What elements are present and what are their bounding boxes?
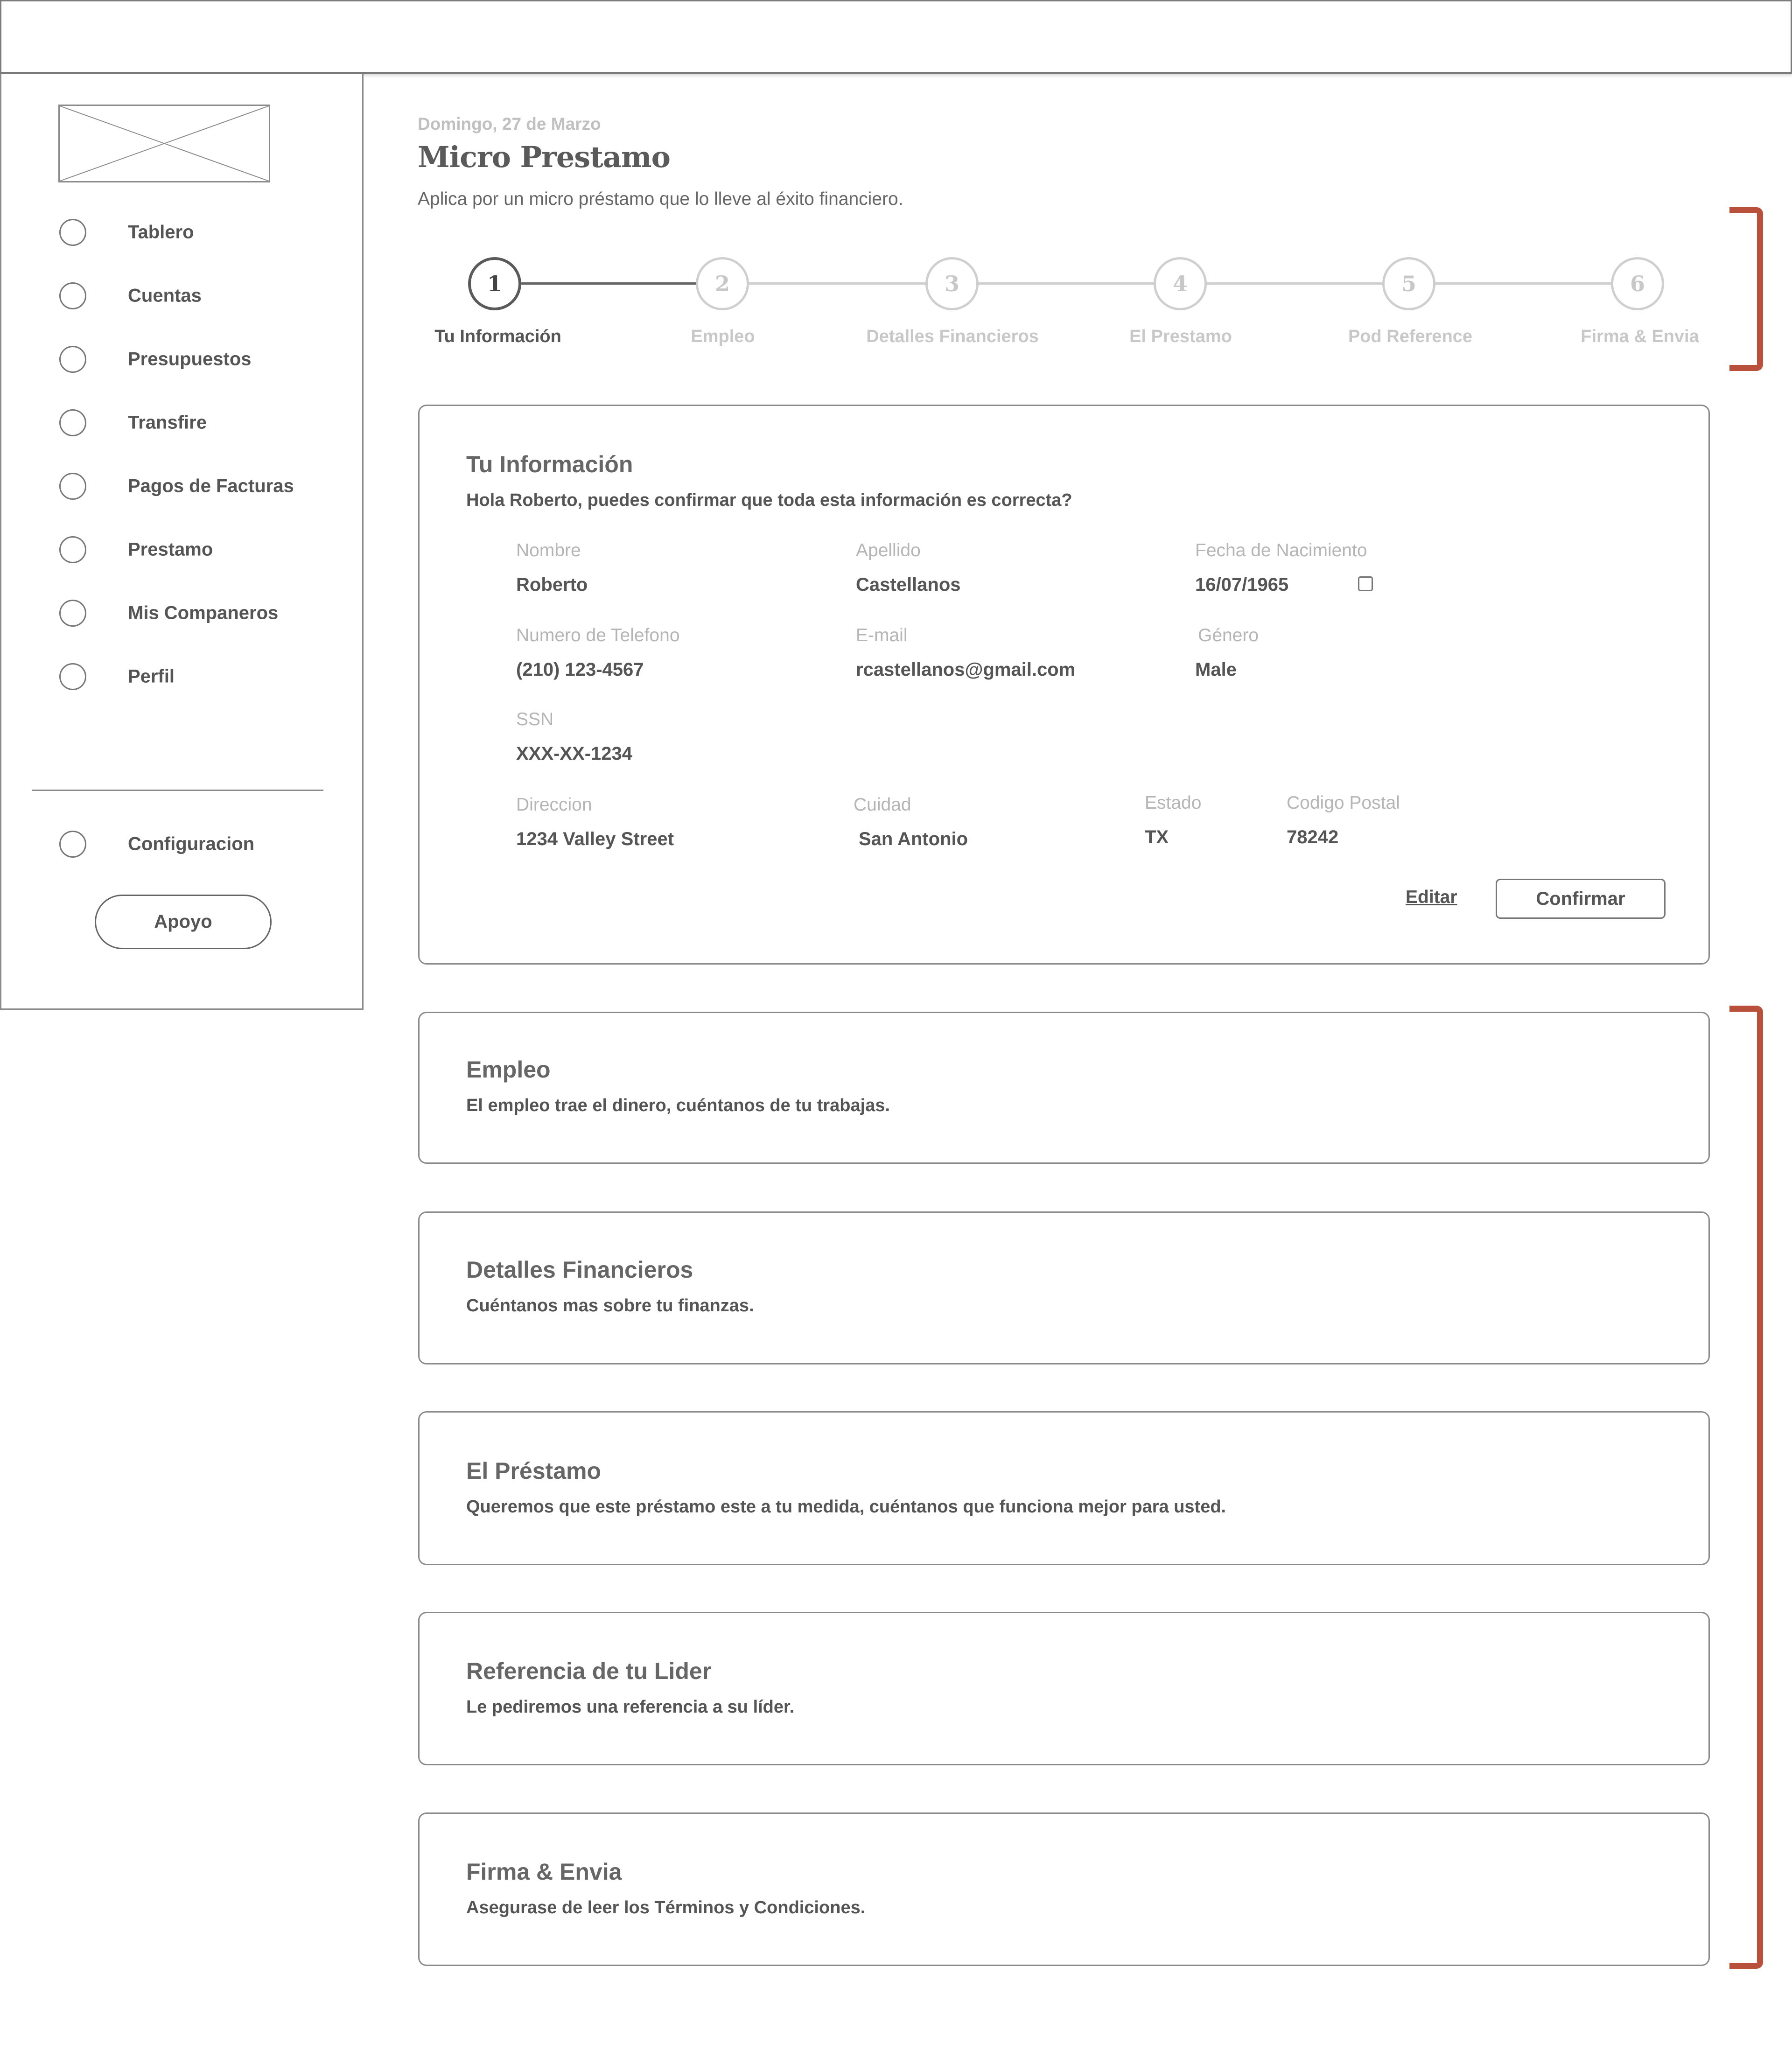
sidebar-divider: [32, 790, 323, 791]
info-card-description: Hola Roberto, puedes confirmar que toda esta información es correcta?: [466, 490, 1072, 510]
top-bar: [0, 0, 1792, 74]
estado-value: TX: [1145, 827, 1169, 847]
step-6-label: Firma & Envia: [1581, 327, 1699, 346]
ciudad-label: Cuidad: [854, 795, 911, 815]
direccion-label: Direccion: [516, 795, 592, 815]
info-card: [418, 405, 1710, 965]
section-title: Detalles Financieros: [466, 1257, 693, 1283]
step-3-circle[interactable]: 3: [925, 257, 979, 310]
step-5-circle[interactable]: 5: [1382, 257, 1435, 310]
section-title: Referencia de tu Lider: [466, 1658, 712, 1684]
stepper-connector: [749, 282, 926, 285]
transfire-icon: [59, 409, 86, 436]
sidebar-item-pagos-de-facturas[interactable]: [1, 470, 364, 503]
page-subtitle: Aplica por un micro préstamo que lo lleve al éxito financiero.: [418, 189, 903, 209]
postal-label: Codigo Postal: [1287, 793, 1400, 813]
direccion-value: 1234 Valley Street: [516, 829, 674, 849]
estado-label: Estado: [1145, 793, 1202, 813]
step-4-circle[interactable]: 4: [1154, 257, 1207, 310]
sidebar-item-configuracion[interactable]: [1, 828, 364, 861]
sidebar-item-tablero[interactable]: [1, 216, 364, 249]
configuracion-icon: [59, 831, 86, 858]
tablero-icon: [59, 219, 86, 246]
email-value: rcastellanos@gmail.com: [856, 659, 1076, 680]
step-2-label: Empleo: [691, 327, 755, 346]
sidebar-item-label: Pagos de Facturas: [128, 476, 294, 497]
sidebar-item-cuentas[interactable]: [1, 280, 364, 312]
sidebar-item-presupuestos[interactable]: [1, 343, 364, 376]
sidebar-item-label: Prestamo: [128, 539, 213, 560]
apellido-label: Apellido: [856, 540, 921, 560]
sidebar-item-label: Transfire: [128, 412, 207, 433]
nombre-value: Roberto: [516, 574, 588, 595]
sidebar-item-label: Presupuestos: [128, 349, 252, 370]
ssn-label: SSN: [516, 709, 554, 729]
section-card-detalles-financieros[interactable]: [418, 1211, 1710, 1364]
section-title: Empleo: [466, 1056, 551, 1083]
pagos-de-facturas-icon: [59, 473, 86, 500]
genero-label: Género: [1198, 625, 1259, 645]
sidebar-item-label: Tablero: [128, 222, 194, 243]
stepper-connector: [1435, 282, 1612, 285]
nacimiento-label: Fecha de Nacimiento: [1195, 540, 1367, 560]
nacimiento-checkbox[interactable]: [1358, 576, 1373, 591]
stepper-connector: [978, 282, 1154, 285]
annotation-bracket-sections: [1729, 1006, 1763, 1969]
perfil-icon: [59, 663, 86, 690]
section-description: Asegurase de leer los Términos y Condiciones.: [466, 1898, 866, 1917]
support-button[interactable]: Apoyo: [95, 895, 272, 949]
ssn-value: XXX-XX-1234: [516, 743, 633, 764]
section-description: Le pediremos una referencia a su líder.: [466, 1697, 795, 1717]
logo-placeholder: [58, 105, 270, 182]
step-5-label: Pod Reference: [1348, 327, 1473, 346]
postal-value: 78242: [1287, 827, 1339, 847]
step-1-label: Tu Información: [434, 327, 561, 346]
section-title: El Préstamo: [466, 1458, 602, 1484]
sidebar-item-label: Mis Companeros: [128, 602, 279, 623]
stepper-connector: [1206, 282, 1383, 285]
sidebar: [0, 74, 364, 1010]
mis-companeros-icon: [59, 600, 86, 627]
section-description: Cuéntanos mas sobre tu finanzas.: [466, 1296, 754, 1315]
sidebar-item-label: Configuracion: [128, 833, 255, 854]
prestamo-icon: [59, 536, 86, 563]
stepper-connector: [521, 282, 698, 285]
section-title: Firma & Envia: [466, 1859, 622, 1885]
step-6-circle[interactable]: 6: [1611, 257, 1664, 310]
section-card-firma-envia[interactable]: [418, 1812, 1710, 1966]
sidebar-item-label: Cuentas: [128, 285, 202, 306]
step-2-circle[interactable]: 2: [696, 257, 749, 310]
nombre-label: Nombre: [516, 540, 581, 560]
ciudad-value: San Antonio: [859, 829, 968, 849]
logo-placeholder-icon: [60, 106, 269, 181]
apellido-value: Castellanos: [856, 574, 961, 595]
confirm-button[interactable]: Confirmar: [1496, 879, 1666, 919]
nacimiento-value: 16/07/1965: [1195, 574, 1289, 595]
genero-value: Male: [1195, 659, 1237, 680]
sidebar-item-transfire[interactable]: [1, 406, 364, 439]
presupuestos-icon: [59, 346, 86, 373]
section-card-referencia[interactable]: [418, 1612, 1710, 1765]
telefono-value: (210) 123-4567: [516, 659, 644, 680]
sidebar-item-mis-companeros[interactable]: [1, 597, 364, 630]
email-label: E-mail: [856, 625, 908, 645]
telefono-label: Numero de Telefono: [516, 625, 680, 645]
page-date: Domingo, 27 de Marzo: [418, 114, 601, 133]
sidebar-item-perfil[interactable]: [1, 660, 364, 693]
sidebar-item-prestamo[interactable]: [1, 533, 364, 566]
step-3-label: Detalles Financieros: [866, 327, 1039, 346]
section-description: El empleo trae el dinero, cuéntanos de tu trabajas.: [466, 1096, 890, 1115]
section-card-el-prestamo[interactable]: [418, 1411, 1710, 1565]
section-description: Queremos que este préstamo este a tu medida, cuéntanos que funciona mejor para usted.: [466, 1497, 1226, 1517]
step-4-label: El Prestamo: [1129, 327, 1232, 346]
section-card-empleo[interactable]: [418, 1012, 1710, 1164]
edit-link[interactable]: Editar: [1406, 887, 1457, 907]
cuentas-icon: [59, 282, 86, 309]
step-1-circle[interactable]: 1: [468, 257, 521, 310]
sidebar-item-label: Perfil: [128, 666, 175, 687]
page-title: Micro Prestamo: [418, 140, 670, 174]
info-card-title: Tu Información: [466, 451, 633, 477]
